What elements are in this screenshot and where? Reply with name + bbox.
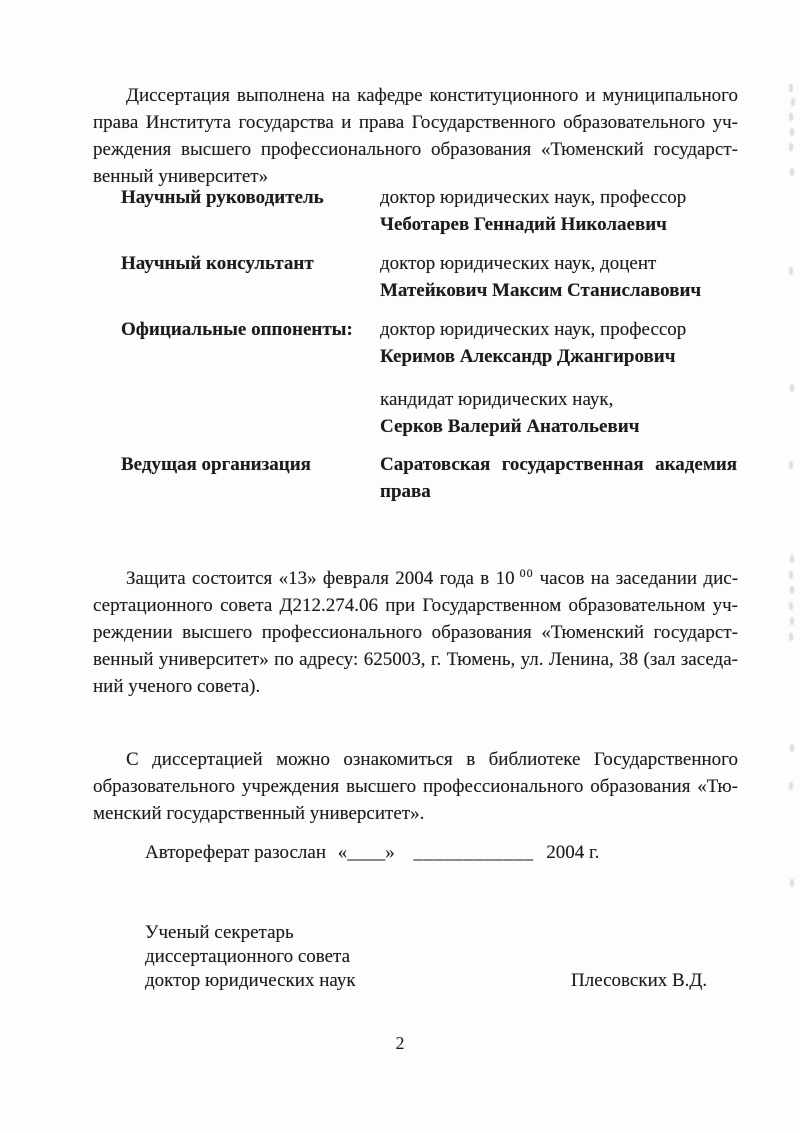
- scan-artifact: [791, 98, 795, 106]
- consultant-label: Научный консультант: [121, 253, 314, 274]
- supervisor-degree: доктор юридических наук, профессор: [380, 187, 687, 208]
- committee-row-lead-organization: [93, 451, 738, 505]
- lead-organization-name: Саратовская государственная академия права: [380, 454, 737, 502]
- consultant-name: Матейкович Максим Станиславович: [380, 280, 702, 301]
- secretary-title-line-2: диссертационного совета: [145, 946, 351, 967]
- scan-artifact: [790, 617, 794, 625]
- opponent-2-degree: кандидат юридических наук,: [380, 389, 614, 410]
- scan-artifact: [790, 879, 794, 887]
- secretary-title-line-3: доктор юридических наук: [145, 970, 356, 991]
- scan-artifact: [790, 586, 794, 594]
- scan-artifact: [789, 461, 793, 469]
- library-paragraph: С диссертацией можно ознакомиться в библиотеке Государственного образовательного учреждения высшего профессионального образования «Тюменский государственный университет».: [93, 749, 738, 824]
- abstract-sent-prefix: Автореферат разослан: [145, 842, 326, 863]
- abstract-sent-month-blank: ____________: [413, 842, 534, 863]
- page-number: 2: [395, 1033, 405, 1053]
- committee-row-opponent-1: [93, 316, 738, 370]
- opponent-1-degree: доктор юридических наук, профессор: [380, 319, 687, 340]
- supervisor-name: Чеботарев Геннадий Николаевич: [380, 214, 667, 235]
- scan-artifact: [789, 602, 793, 610]
- scan-artifact: [790, 128, 794, 136]
- opponent-2-value: [380, 386, 737, 440]
- scan-artifact: [789, 143, 793, 151]
- secretary-name: Плесовских В.Д.: [571, 970, 708, 991]
- scan-artifact: [789, 84, 793, 92]
- consultant-value: [380, 250, 737, 304]
- abstract-sent-year: 2004 г.: [546, 842, 600, 863]
- affiliation-paragraph: Диссертация выполнена на кафедре конституционного и муниципального права Института государства и права Государственного образовательного учреждения высшего профессионального образования «Тюменский государственный университет»: [93, 85, 738, 187]
- abstract-sent-line: [145, 839, 599, 866]
- abstract-sent-day-blank: «____»: [337, 842, 395, 863]
- scan-artifact: [790, 555, 794, 563]
- defense-time-superscript: 00: [519, 565, 534, 580]
- opponents-label: Официальные оппоненты:: [121, 319, 353, 340]
- scan-artifact: [789, 633, 793, 641]
- committee-row-consultant: [93, 250, 738, 304]
- scan-artifact: [789, 113, 793, 121]
- opponent-1-name: Керимов Александр Джангирович: [380, 346, 676, 367]
- lead-organization-value: [380, 451, 737, 505]
- supervisor-label: Научный руководитель: [121, 187, 324, 208]
- supervisor-value: [380, 184, 737, 238]
- secretary-title-line-1: Ученый секретарь: [145, 922, 294, 943]
- defense-text-before: Защита состоится «13» февраля 2004 года в 10: [126, 568, 515, 589]
- scan-artifact: [790, 384, 794, 392]
- scan-artifact: [789, 571, 793, 579]
- scan-artifact: [789, 267, 793, 275]
- opponent-1-value: [380, 316, 737, 370]
- defense-paragraph: [93, 565, 738, 700]
- secretary-signature-block: [145, 921, 356, 993]
- scan-artifact: [790, 168, 794, 176]
- committee-row-supervisor: [93, 184, 738, 238]
- scan-artifact: [790, 744, 794, 752]
- defense-text-after: часов на заседании диссертационного совета Д212.274.06 при Государственном образовательном учреждении высшего профессионального образования «Тюменский государственный университет» по адресу: 625003, г. Тюмень, ул. Ленина, 38 (зал заседаний ученого совета).: [93, 568, 739, 697]
- consultant-degree: доктор юридических наук, доцент: [380, 253, 657, 274]
- scan-artifact: [789, 782, 793, 790]
- lead-organization-label: Ведущая организация: [121, 454, 311, 475]
- committee-row-opponent-2: [93, 386, 738, 440]
- opponent-2-name: Серков Валерий Анатольевич: [380, 416, 640, 437]
